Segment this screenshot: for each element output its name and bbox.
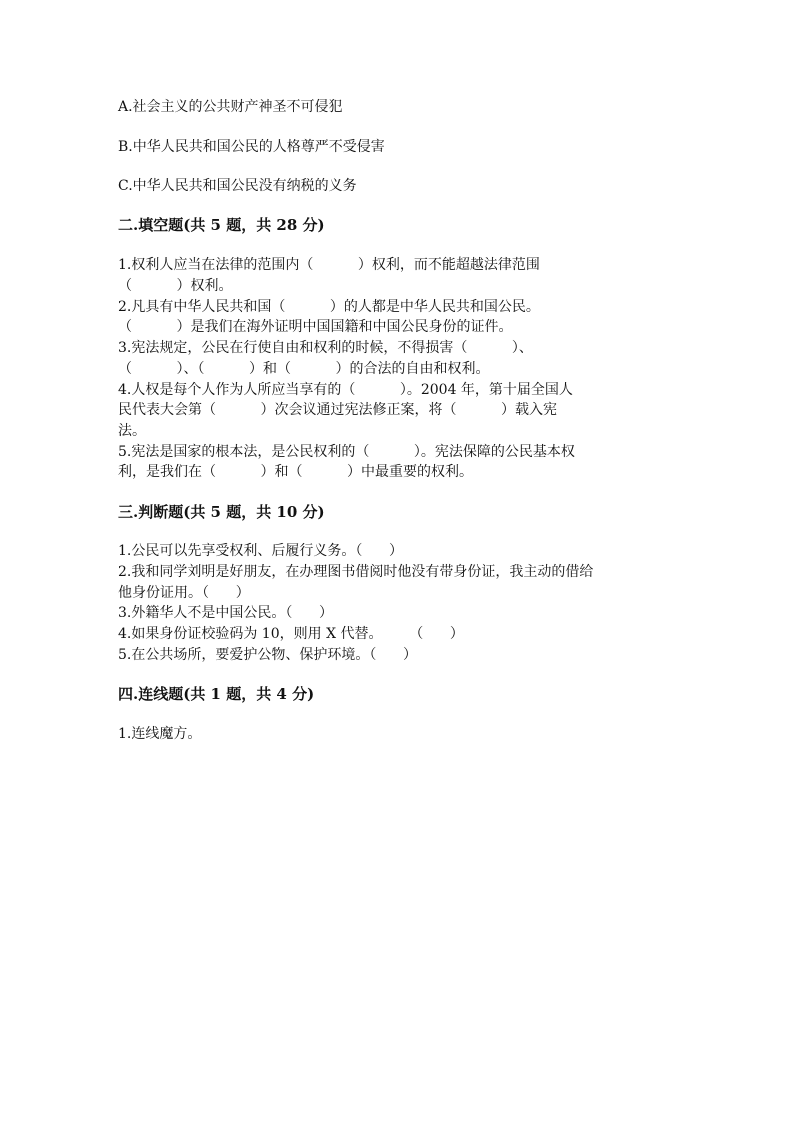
option-b: B.中华人民共和国公民的人格尊严不受侵害 [118, 139, 385, 155]
fill-line-10: 5.宪法是国家的根本法，是公民权利的（ ）。宪法保障的公民基本权 [118, 444, 575, 460]
judge-line-3: 他身份证用。（ ） [118, 585, 250, 601]
fill-line-2: （ ）权利。 [118, 278, 233, 294]
fill-line-5: 3.宪法规定，公民在行使自由和权利的时候，不得损害（ ）、 [118, 340, 533, 356]
fill-line-7: 4.人权是每个人作为人所应当享有的（ ）。2004 年，第十届全国人 [118, 382, 573, 398]
section-3-title: 三.判断题(共 5 题，共 10 分) [118, 503, 325, 521]
fill-line-9: 法。 [118, 423, 146, 439]
judge-line-5: 4.如果身份证校验码为 10，则用 X 代替。 （ ） [118, 626, 464, 642]
fill-line-6: （ ）、（ ）和（ ）的合法的自由和权利。 [118, 361, 490, 377]
match-line-1: 1.连线魔方。 [118, 726, 202, 742]
fill-line-3: 2.凡具有中华人民共和国（ ）的人都是中华人民共和国公民。 [118, 299, 540, 315]
judge-line-6: 5.在公共场所，要爱护公物、保护环境。（ ） [118, 647, 418, 663]
fill-line-8: 民代表大会第（ ）次会议通过宪法修正案，将（ ）载入宪 [118, 402, 558, 418]
fill-line-11: 利，是我们在（ ）和（ ）中最重要的权利。 [118, 464, 474, 480]
option-c: C.中华人民共和国公民没有纳税的义务 [118, 178, 357, 194]
option-a: A.社会主义的公共财产神圣不可侵犯 [118, 99, 343, 115]
judge-line-2: 2.我和同学刘明是好朋友，在办理图书借阅时他没有带身份证，我主动的借给 [118, 564, 594, 580]
judge-line-4: 3.外籍华人不是中国公民。（ ） [118, 605, 334, 621]
section-2-title: 二.填空题(共 5 题，共 28 分) [118, 216, 325, 234]
fill-line-4: （ ）是我们在海外证明中国国籍和中国公民身份的证件。 [118, 319, 513, 335]
fill-line-1: 1.权利人应当在法律的范围内（ ）权利，而不能超越法律范围 [118, 257, 540, 273]
judge-line-1: 1.公民可以先享受权利、后履行义务。（ ） [118, 543, 404, 559]
section-4-title: 四.连线题(共 1 题，共 4 分) [118, 685, 315, 703]
